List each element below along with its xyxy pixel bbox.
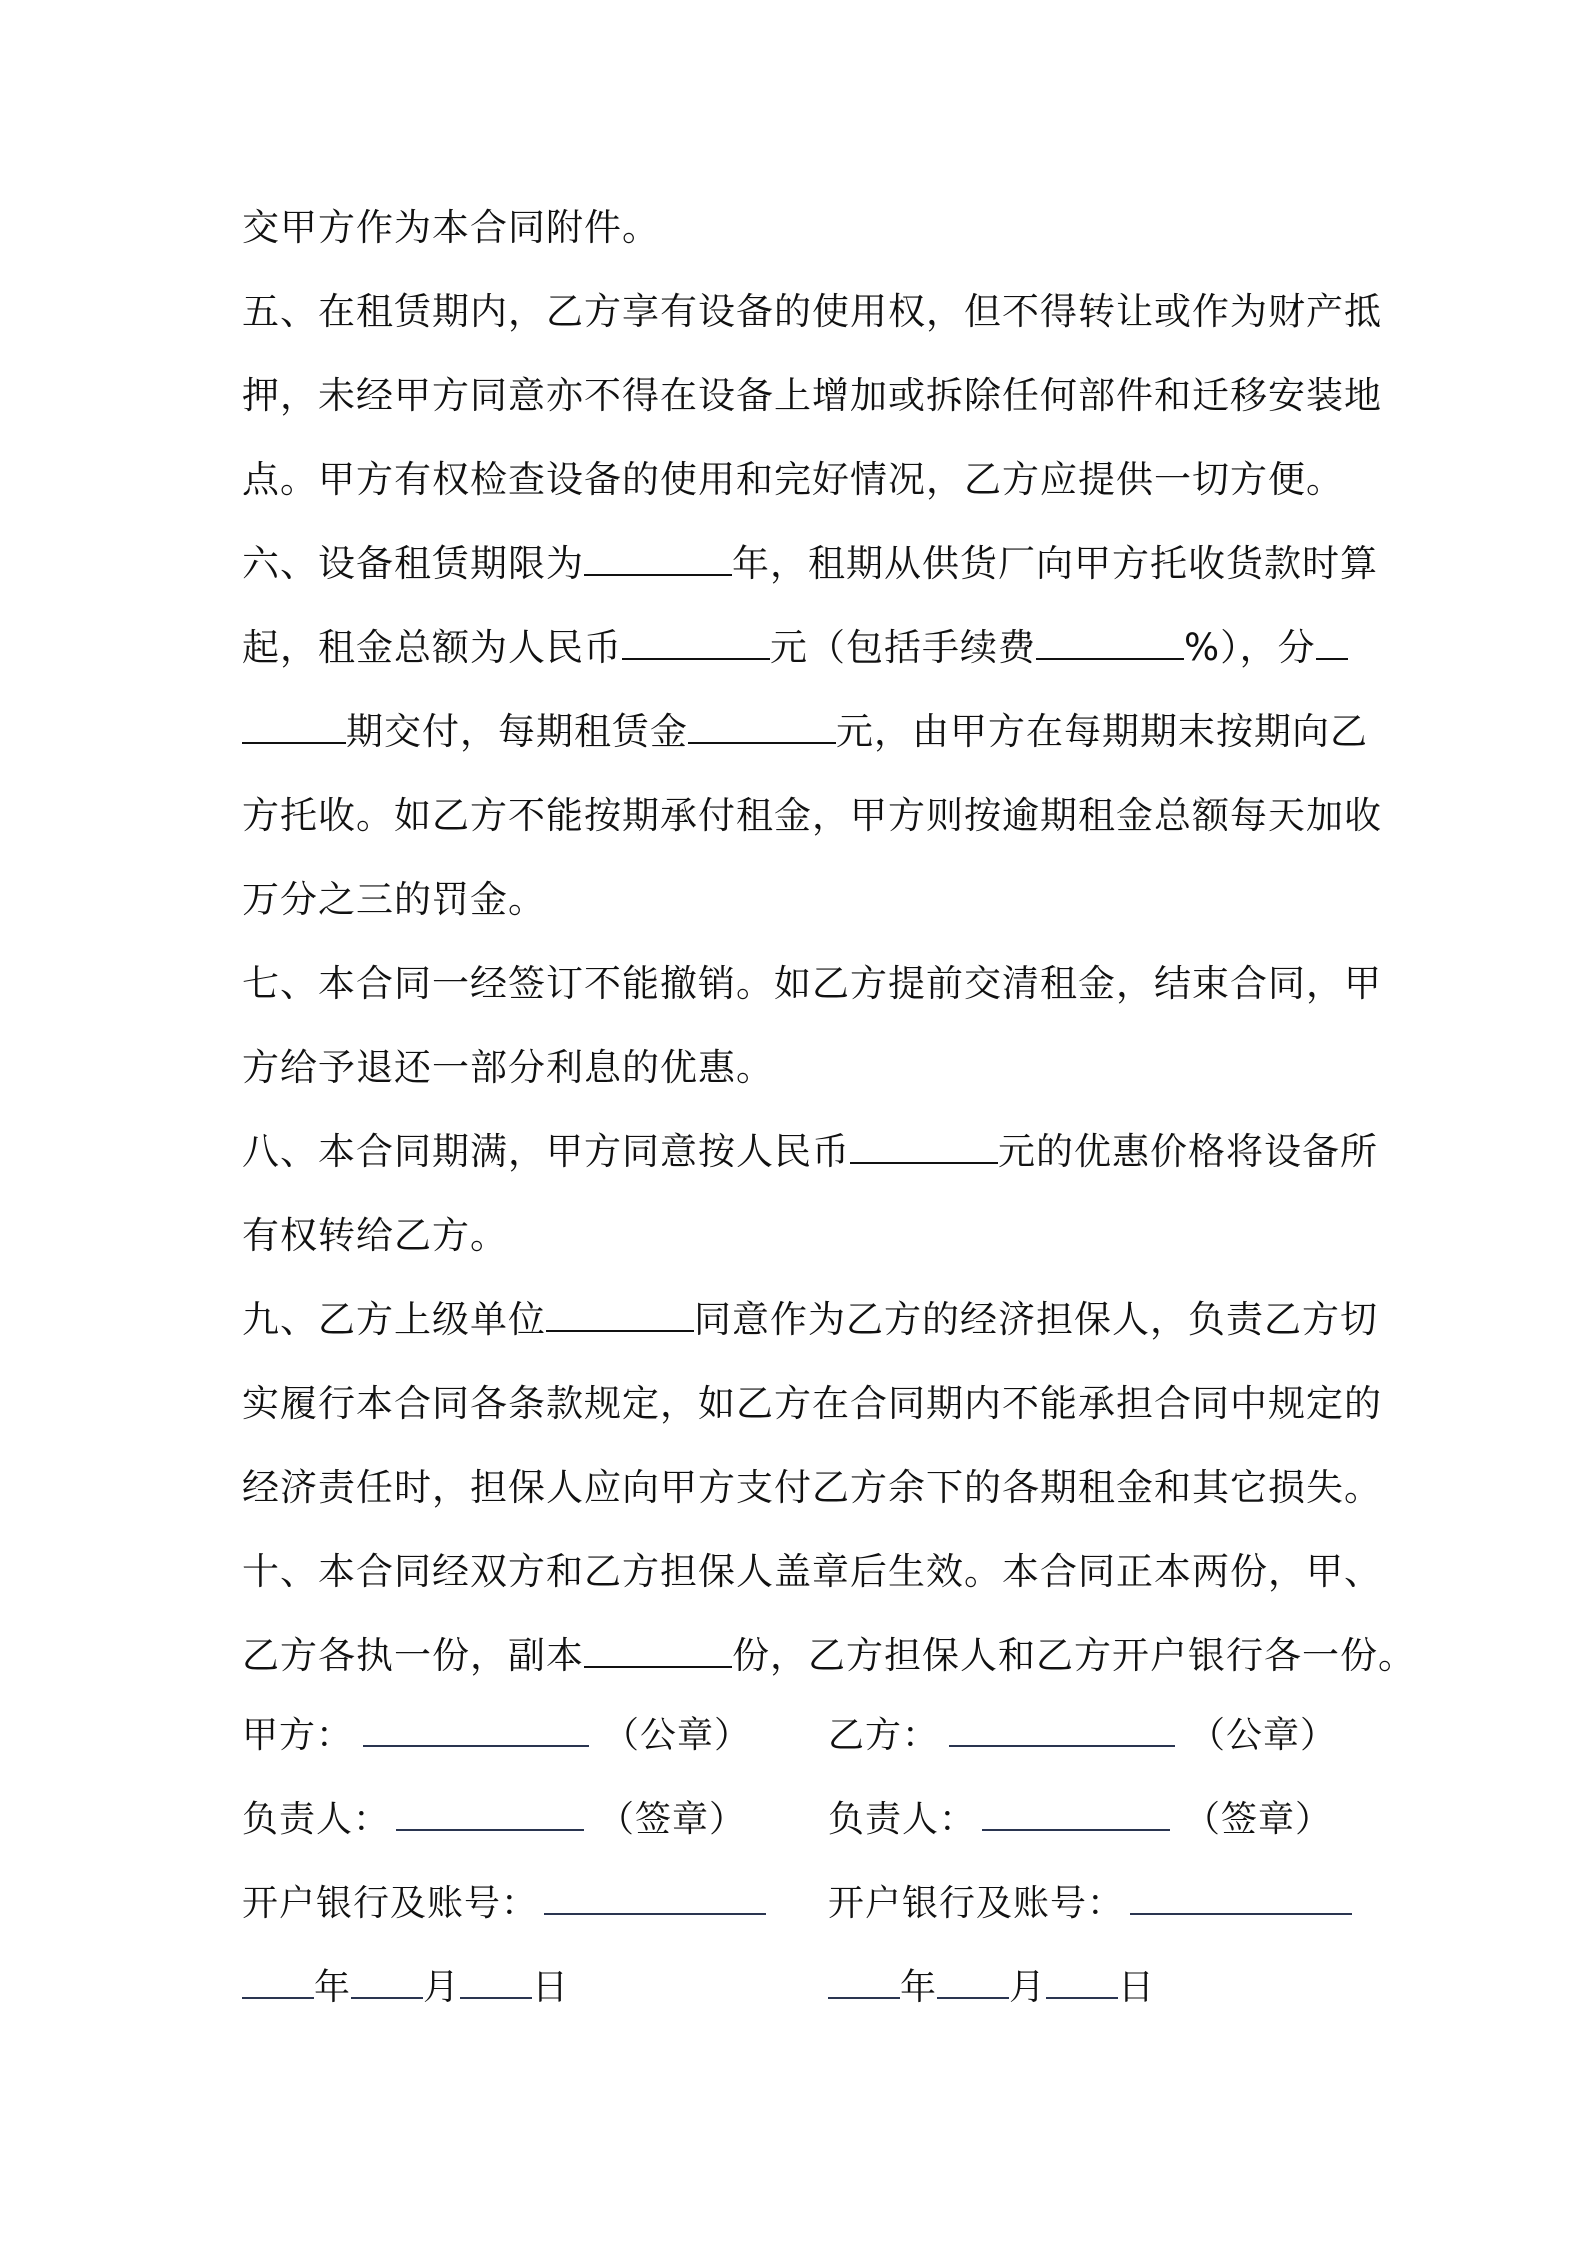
party-a-day: 日 (532, 1967, 570, 2008)
clause-5-line-2: 押，未经甲方同意亦不得在设备上增加或拆除任何部件和迁移安装地 (242, 374, 1382, 417)
clause-6-text: 元，由甲方在每期期末按期向乙 (836, 710, 1368, 753)
party-a-responsible-label: 负责人： (242, 1799, 391, 1840)
party-b-bank-field[interactable] (1130, 1885, 1352, 1915)
party-a-bank-label: 开户银行及账号： (242, 1883, 539, 1924)
party-a-seal-line (242, 1694, 751, 1778)
party-b-day: 日 (1118, 1967, 1156, 2008)
clause-7-line-1: 七、本合同一经签订不能撤销。如乙方提前交清租金，结束合同，甲 (242, 962, 1382, 1005)
party-a-name-field[interactable] (363, 1717, 589, 1747)
party-a-label: 甲方： (242, 1715, 354, 1756)
clause-4-tail: 交甲方作为本合同附件。 (242, 206, 660, 249)
clause-10-text: 乙方各执一份，副本 (242, 1634, 584, 1677)
party-a-bank-field[interactable] (544, 1885, 766, 1915)
clause-8-line-2: 有权转给乙方。 (242, 1214, 508, 1257)
clause-6-line-2 (242, 606, 1364, 690)
clause-6-text: 起，租金总额为人民币 (242, 626, 622, 669)
party-b-bank-line (828, 1862, 1352, 1946)
party-b-label: 乙方： (828, 1715, 940, 1756)
clause-6-text: %），分 (1184, 626, 1316, 669)
party-b-name-field[interactable] (949, 1717, 1175, 1747)
clause-6-line-5: 万分之三的罚金。 (242, 878, 546, 921)
clause-5-line-1: 五、在租赁期内，乙方享有设备的使用权，但不得转让或作为财产抵 (242, 290, 1382, 333)
clause-6-text: 期交付，每期租赁金 (346, 710, 688, 753)
party-b-responsible-field[interactable] (982, 1801, 1170, 1831)
party-a-month: 月 (423, 1967, 461, 2008)
party-b-bank-label: 开户银行及账号： (828, 1883, 1125, 1924)
clause-6-text: 年，租期从供货厂向甲方托收货款时算 (732, 542, 1378, 585)
party-b-seal-line (828, 1694, 1337, 1778)
party-a-year-field[interactable] (242, 1969, 314, 1999)
party-a-month-field[interactable] (351, 1969, 423, 1999)
clause-7-line-2: 方给予退还一部分利息的优惠。 (242, 1046, 774, 1089)
clause-9-text: 九、乙方上级单位 (242, 1298, 546, 1341)
party-a-seal: （公章） (603, 1715, 752, 1756)
clause-9-line-1 (242, 1278, 1378, 1362)
party-a-bank-line (242, 1862, 766, 1946)
clause-6-text: 元（包括手续费 (770, 626, 1036, 669)
party-b-day-field[interactable] (1046, 1969, 1118, 1999)
clause-6-line-3 (242, 690, 1368, 774)
clause-10-line-1: 十、本合同经双方和乙方担保人盖章后生效。本合同正本两份，甲、 (242, 1550, 1382, 1593)
party-b-responsible-label: 负责人： (828, 1799, 977, 1840)
lease-term-blank[interactable] (584, 544, 732, 576)
rent-per-period-blank[interactable] (688, 712, 836, 744)
party-a-responsible-line (242, 1778, 746, 1862)
fee-percent-blank[interactable] (1036, 628, 1184, 660)
clause-6-line-1 (242, 522, 1378, 606)
contract-clauses (242, 186, 1416, 1698)
party-b-month: 月 (1009, 1967, 1047, 2008)
party-a-year: 年 (314, 1967, 352, 2008)
party-a-responsible-seal: （签章） (598, 1799, 747, 1840)
clause-6-text: 六、设备租赁期限为 (242, 542, 584, 585)
guarantor-unit-blank[interactable] (546, 1300, 694, 1332)
party-b-year-field[interactable] (828, 1969, 900, 1999)
party-a-day-field[interactable] (460, 1969, 532, 1999)
clause-10-line-2 (242, 1614, 1416, 1698)
installments-blank-end[interactable] (242, 712, 346, 744)
party-b-seal: （公章） (1189, 1715, 1338, 1756)
party-b-year: 年 (900, 1967, 938, 2008)
clause-8-text: 八、本合同期满，甲方同意按人民币 (242, 1130, 850, 1173)
party-a-responsible-field[interactable] (396, 1801, 584, 1831)
party-b-date-line (828, 1946, 1155, 2030)
total-rent-blank[interactable] (622, 628, 770, 660)
clause-6-line-4: 方托收。如乙方不能按期承付租金，甲方则按逾期租金总额每天加收 (242, 794, 1382, 837)
clause-9-line-3: 经济责任时，担保人应向甲方支付乙方余下的各期租金和其它损失。 (242, 1466, 1382, 1509)
party-b-responsible-seal: （签章） (1184, 1799, 1333, 1840)
clause-9-text: 同意作为乙方的经济担保人，负责乙方切 (694, 1298, 1378, 1341)
party-b-month-field[interactable] (937, 1969, 1009, 1999)
clause-9-line-2: 实履行本合同各条款规定，如乙方在合同期内不能承担合同中规定的 (242, 1382, 1382, 1425)
installments-blank-start[interactable] (1316, 628, 1348, 660)
clause-8-text: 元的优惠价格将设备所 (998, 1130, 1378, 1173)
party-a-date-line (242, 1946, 569, 2030)
party-b-responsible-line (828, 1778, 1332, 1862)
clause-10-text: 份，乙方担保人和乙方开户银行各一份。 (732, 1634, 1416, 1677)
clause-8-line-1 (242, 1110, 1378, 1194)
clause-5-line-3: 点。甲方有权检查设备的使用和完好情况，乙方应提供一切方便。 (242, 458, 1344, 501)
copies-blank[interactable] (584, 1636, 732, 1668)
buyout-price-blank[interactable] (850, 1132, 998, 1164)
